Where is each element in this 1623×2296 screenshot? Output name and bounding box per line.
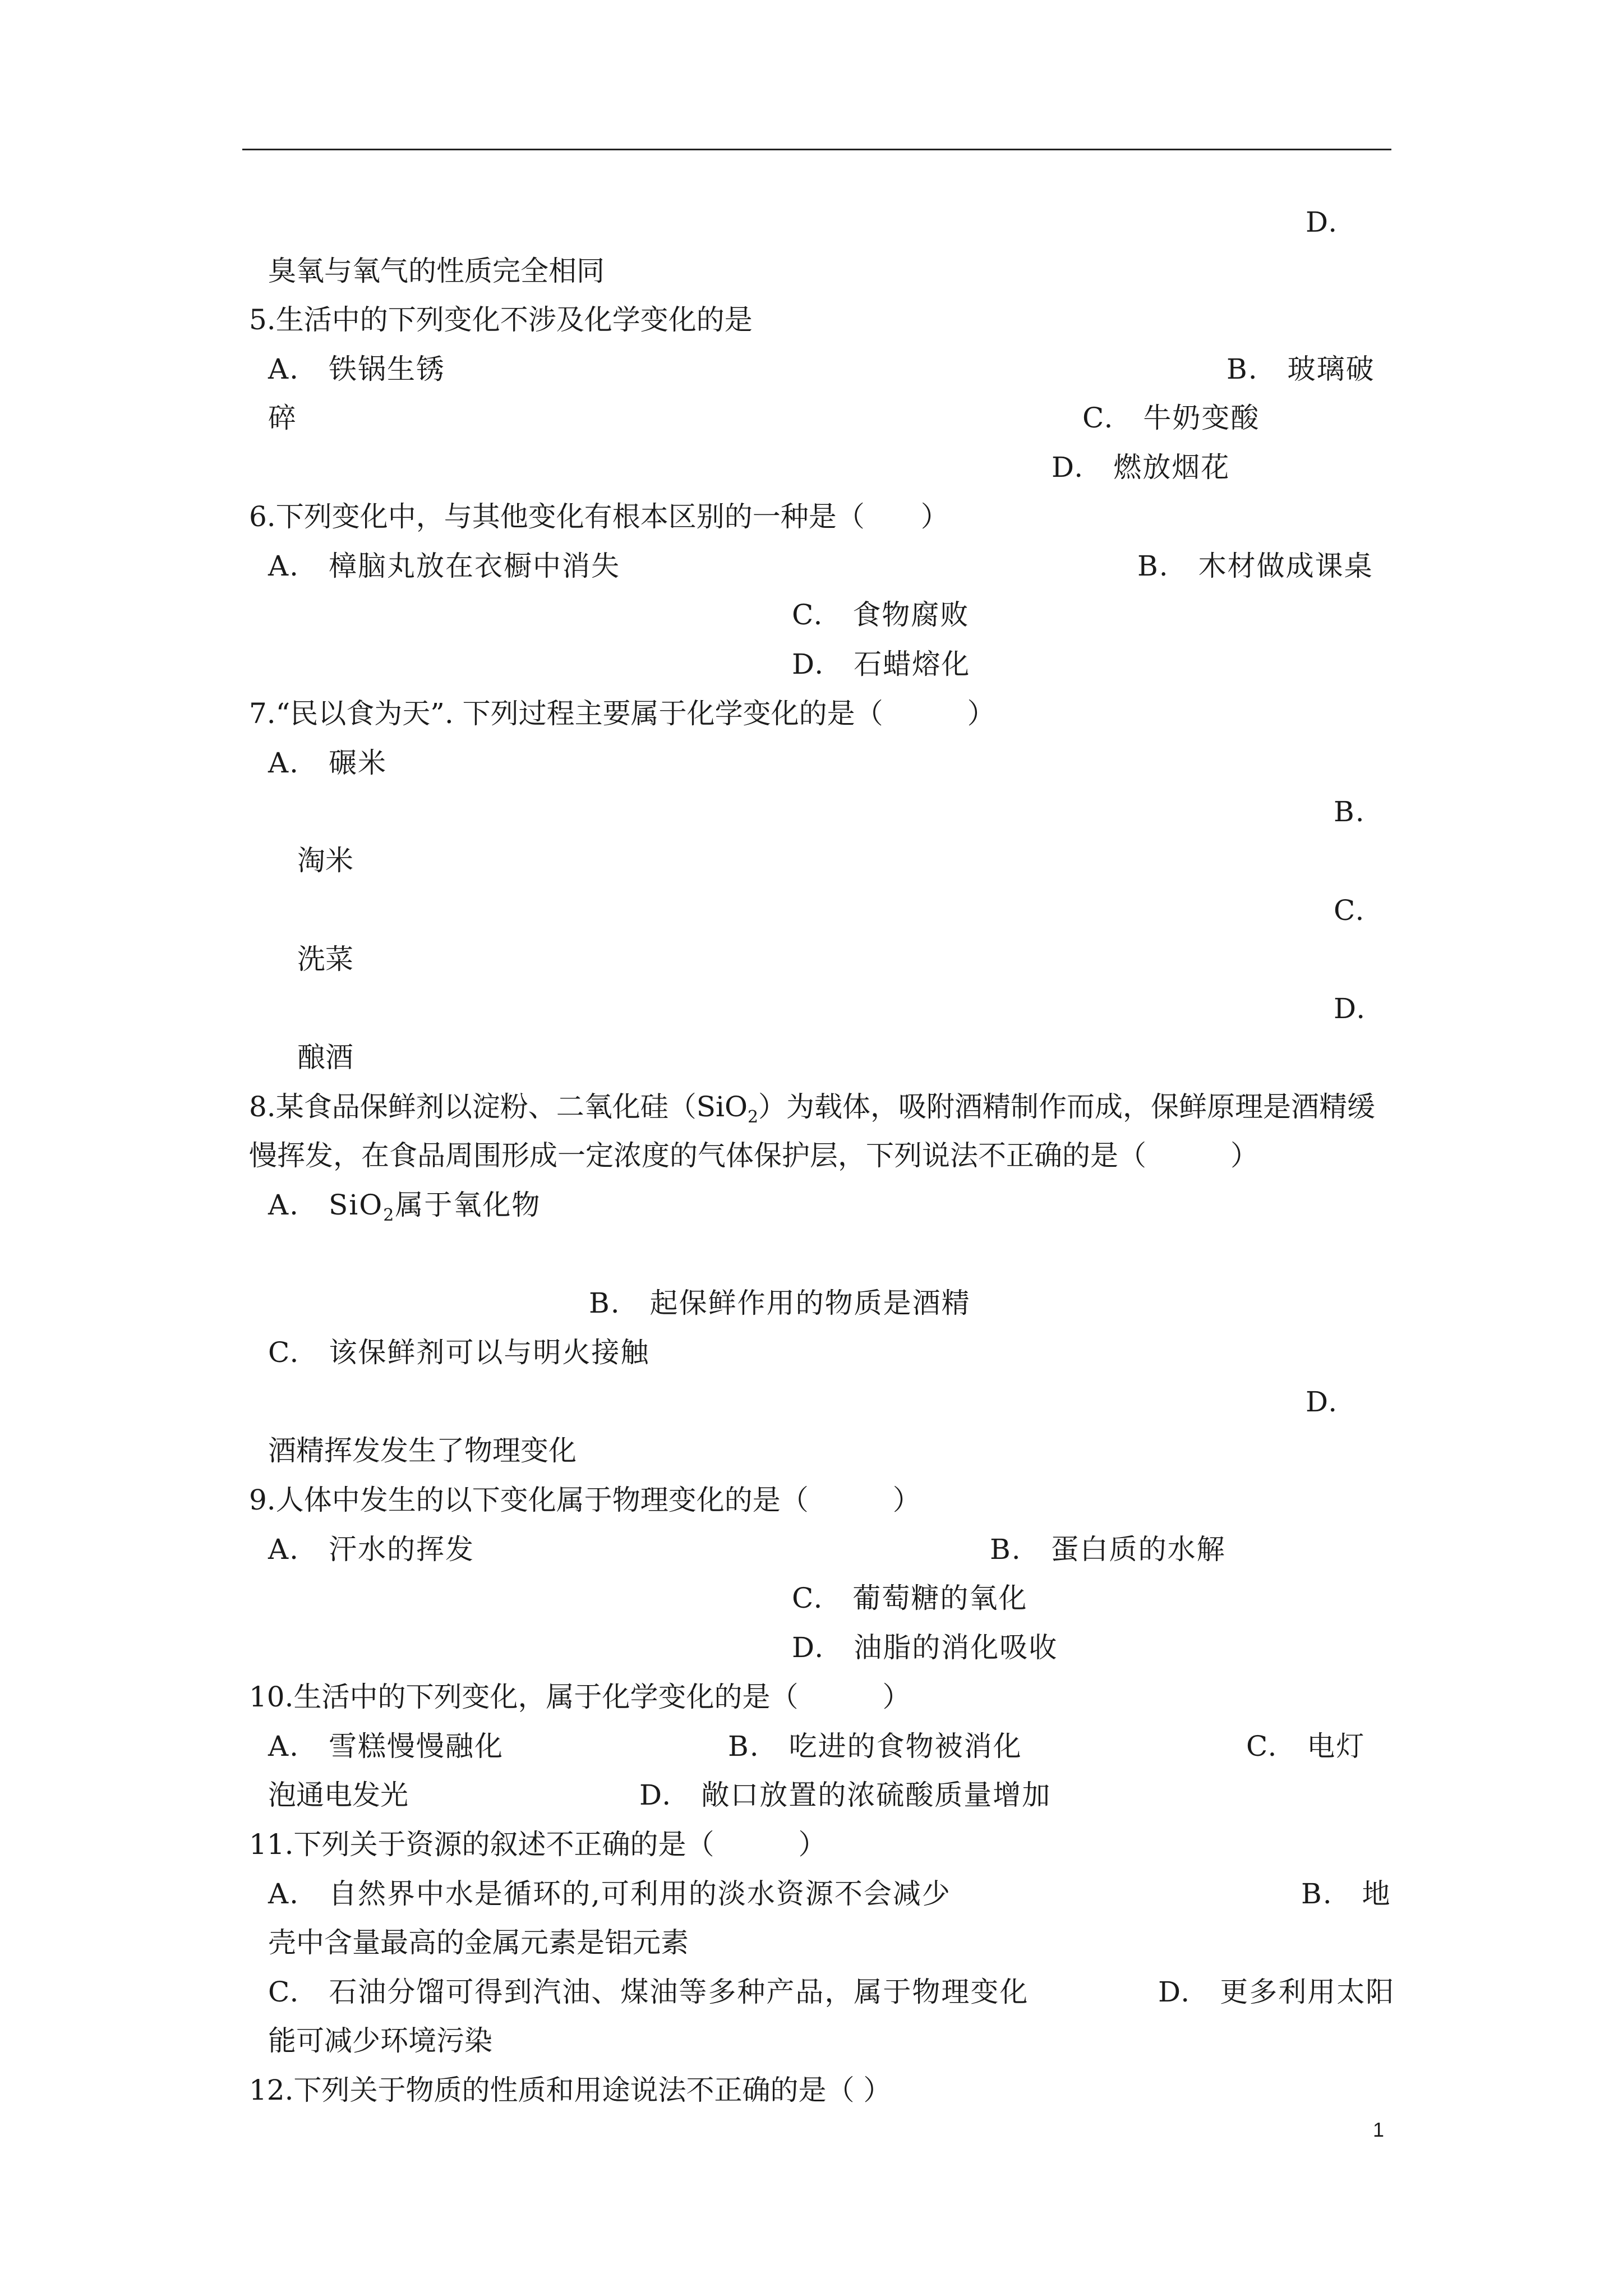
q9-option-d: D. 油脂的消化吸收 <box>792 1631 1058 1664</box>
q8-a-pre: A. SiO <box>268 1189 384 1221</box>
q6-option-b: B. 木材做成课桌 <box>1137 550 1373 582</box>
q9-option-b: B. 蛋白质的水解 <box>990 1533 1226 1566</box>
question-12: 12.下列关于物质的性质和用途说法不正确的是（ ） <box>249 2074 892 2106</box>
q9-option-c: C. 葡萄糖的氧化 <box>792 1582 1028 1614</box>
q8-line1-subscript: 2 <box>747 1107 759 1127</box>
question-5: 5.生活中的下列变化不涉及化学变化的是 <box>249 303 753 336</box>
q9-option-a: A. 汗水的挥发 <box>268 1533 475 1566</box>
q6-option-a: A. 樟脑丸放在衣橱中消失 <box>268 550 621 582</box>
q8-option-d-label: D. <box>1306 1386 1339 1418</box>
q11-option-d-cont: 能可减少环境污染 <box>268 2024 492 2057</box>
question-7: 7.“民以食为天”. 下列过程主要属于化学变化的是（ ） <box>249 697 995 730</box>
q7-option-b-text: 淘米 <box>297 844 353 877</box>
q8-a-post: 属于氧化物 <box>395 1189 541 1221</box>
q7-option-b-label: B. <box>1334 795 1366 828</box>
q11-option-b: B. 地 <box>1301 1878 1391 1910</box>
q7-option-d-text: 酿酒 <box>297 1041 353 1074</box>
header-rule <box>242 149 1391 150</box>
question-9: 9.人体中发生的以下变化属于物理变化的是（ ） <box>249 1484 921 1516</box>
q8-line1-pre: 8.某食品保鲜剂以淀粉、二氧化硅（SiO <box>249 1091 748 1123</box>
question-8-line-2: 慢挥发，在食品周围形成一定浓度的气体保护层，下列说法不正确的是（ ） <box>249 1139 1258 1172</box>
q6-option-d: D. 石蜡熔化 <box>792 648 971 680</box>
q4-option-d-label: D. <box>1306 206 1339 238</box>
question-6: 6.下列变化中，与其他变化有根本区别的一种是（ ） <box>249 500 949 533</box>
question-8-line-1 <box>249 1090 1376 1127</box>
q8-option-c: C. 该保鲜剂可以与明火接触 <box>268 1336 650 1369</box>
q5-option-d: D. 燃放烟花 <box>1052 451 1230 484</box>
q10-option-c: C. 电灯 <box>1246 1730 1366 1763</box>
q7-option-d-label: D. <box>1334 992 1367 1025</box>
q11-option-b-cont: 壳中含量最高的金属元素是铝元素 <box>268 1926 689 1959</box>
q7-option-a: A. 碾米 <box>268 747 388 779</box>
q5-option-b: B. 玻璃破 <box>1227 353 1375 385</box>
q11-option-a: A. 自然界中水是循环的,可利用的淡水资源不会减少 <box>268 1878 951 1910</box>
q4-option-d-text: 臭氧与氧气的性质完全相同 <box>268 255 605 287</box>
page-number: 1 <box>1373 2118 1385 2141</box>
q8-line1-post: ）为载体，吸附酒精制作而成，保鲜原理是酒精缓 <box>758 1091 1376 1123</box>
q11-option-c: C. 石油分馏可得到汽油、煤油等多种产品，属于物理变化 <box>268 1976 1029 2008</box>
q10-option-c-cont: 泡通电发光 <box>268 1779 408 1811</box>
question-10: 10.生活中的下列变化，属于化学变化的是（ ） <box>249 1681 911 1713</box>
q8-option-a <box>268 1188 541 1225</box>
q10-option-d: D. 敞口放置的浓硫酸质量增加 <box>639 1779 1052 1811</box>
q5-option-a: A. 铁锅生锈 <box>268 353 446 385</box>
q8-option-b: B. 起保鲜作用的物质是酒精 <box>589 1287 971 1319</box>
q10-option-a: A. 雪糕慢慢融化 <box>268 1730 504 1763</box>
q10-option-b: B. 吃进的食物被消化 <box>728 1730 1022 1763</box>
q11-option-d: D. 更多利用太阳 <box>1158 1976 1395 2008</box>
q5-option-b-cont: 碎 <box>268 402 296 434</box>
q8-a-subscript: 2 <box>383 1205 395 1225</box>
q5-option-c: C. 牛奶变酸 <box>1082 402 1260 434</box>
q8-option-d-text: 酒精挥发发生了物理变化 <box>268 1434 577 1467</box>
question-11: 11.下列关于资源的叙述不正确的是（ ） <box>249 1828 827 1861</box>
q7-option-c-label: C. <box>1334 894 1366 927</box>
q7-option-c-text: 洗菜 <box>297 943 353 976</box>
q6-option-c: C. 食物腐败 <box>792 599 970 631</box>
